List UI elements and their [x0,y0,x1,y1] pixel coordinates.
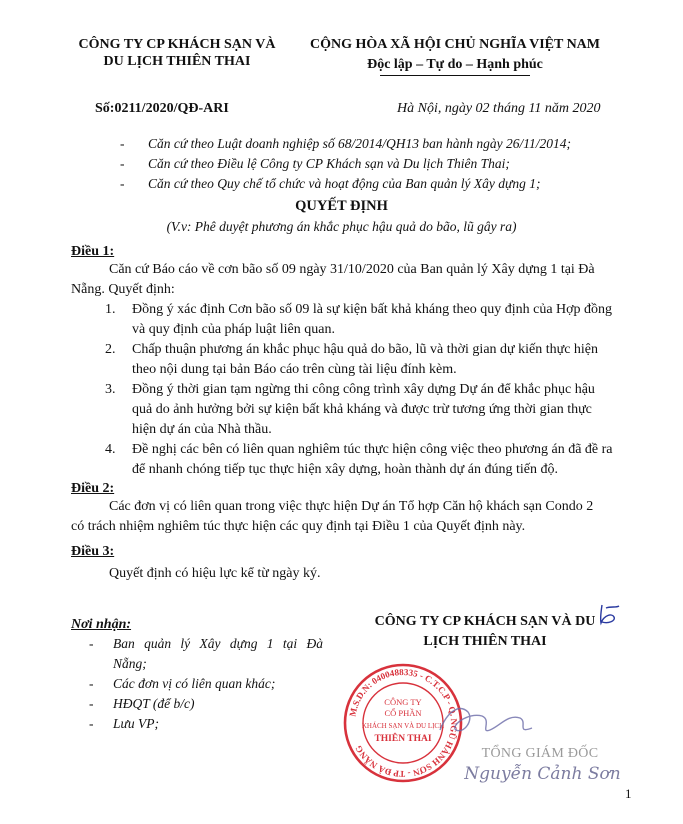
recipient-bullet: - [89,636,94,651]
initial-mark [592,602,622,628]
company-name-header [62,36,292,70]
recipient-line: Nẵng; [113,656,147,671]
basis-bullet: - [120,136,125,151]
list-item-line: Đề nghị các bên có liên quan nghiêm túc thực hiện công việc theo phương án đã đề ra [132,442,613,457]
article-3-heading: Điều 3: [71,544,115,559]
seal-line4: THIÊN THAI [374,734,432,744]
decision-subtitle: (V.v: Phê duyệt phương án khắc phục hậu quả do bão, lũ gây ra) [166,219,517,234]
nation-motto: Độc lập – Tự do – Hạnh phúc [367,57,543,72]
recipient-item [71,674,321,694]
list-item [105,340,621,380]
article-1-intro-line2: Nẵng. Quyết định: [71,282,175,297]
list-item-number: 4. [105,442,116,457]
article-2-line2: có trách nhiệm nghiêm túc thực hiện các quy định tại Điều 1 của Quyết định này. [71,519,526,534]
national-motto [290,36,620,76]
list-item-line: và quy định của pháp luật liên quan. [132,322,335,337]
recipient-bullet: - [89,696,94,711]
article-2-body [71,497,628,537]
company-name-line1: CÔNG TY CP KHÁCH SẠN VÀ [78,37,276,52]
handwritten-signature [420,690,560,750]
list-item-line: quả do ảnh hưởng bởi sự kiện bất khả kháng và được trừ tương ứng thời gian thực [132,402,592,417]
recipient-item [71,694,321,714]
recipient-line: Lưu VP; [113,716,159,731]
list-item-line: Chấp thuận phương án khắc phục hậu quả do bão, lũ và thời gian dự kiến thực hiện [132,342,599,357]
basis-item: Căn cứ theo Điều lệ Công ty CP Khách sạn và Du lịch Thiên Thai; [148,156,510,171]
list-item-number: 3. [105,382,116,397]
signature-company-line1: CÔNG TY CP KHÁCH SẠN VÀ DU [374,614,596,629]
list-item [105,380,621,440]
recipient-bullet: - [89,676,94,691]
list-item-line: Đồng ý xác định Cơn bão số 09 là sự kiện bất khả kháng theo quy định của Hợp đồng [132,302,613,317]
place-and-date: Hà Nội, ngày 02 tháng 11 năm 2020 [397,101,601,116]
recipients-heading: Nơi nhận: [71,617,132,632]
signer-name: Nguyễn Cảnh Sơn [464,764,621,784]
company-name-line2: DU LỊCH THIÊN THAI [103,54,251,69]
recipient-item [71,634,321,674]
basis-bullet: - [120,156,125,171]
seal-ring-text: M.S.D.N: 0400488335 - C.T.C.P - Q. NGŨ HÀNH SƠN - TP ĐÀ NẴNG [347,666,460,780]
recipient-item [71,714,321,734]
signature-company-line2: LỊCH THIÊN THAI [423,634,547,649]
seal-line1: CÔNG TY [384,697,422,707]
document-number: Số:0211/2020/QĐ-ARI [95,101,229,116]
page-number: 1 [625,786,632,801]
article-1-heading: Điều 1: [71,244,115,259]
seal-line2: CỔ PHẦN [384,708,422,718]
basis-bullet: - [120,176,125,191]
signer-position: TỔNG GIÁM ĐỐC [481,746,599,761]
recipient-line: Ban quản lý Xây dựng 1 tại Đà [113,636,323,651]
list-item [105,300,621,340]
article-1-intro [71,260,628,300]
seal-line3: KHÁCH SẠN VÀ DU LỊCH [361,722,445,730]
list-item-line: theo nội dung tại bản Báo cáo trên cùng tài liệu đính kèm. [132,362,457,377]
list-item-number: 1. [105,302,116,317]
recipient-line: Các đơn vị có liên quan khác; [113,676,276,691]
recipient-line: HĐQT (để b/c) [113,696,195,711]
list-item-line: để nhanh chóng tiếp tục thực hiện xây dựng, hoàn thành dự án đúng tiến độ. [132,462,558,477]
article-3-body: Quyết định có hiệu lực kể từ ngày ký. [109,566,321,581]
motto-underline [380,75,530,76]
article-2-heading: Điều 2: [71,481,115,496]
list-item-line: Đồng ý thời gian tạm ngừng thi công công trình xây dựng Dự án để khắc phục hậu [132,382,595,397]
article-2-line1: Các đơn vị có liên quan trong việc thực hiện Dự án Tổ hợp Căn hộ khách sạn Condo 2 [109,499,594,514]
nation-title: CỘNG HÒA XÃ HỘI CHỦ NGHĨA VIỆT NAM [309,37,600,52]
basis-item: Căn cứ theo Quy chế tổ chức và hoạt động của Ban quản lý Xây dựng 1; [148,176,541,191]
recipients-list [71,634,321,734]
list-item [105,440,621,480]
list-item-line: hiện dự án của Nhà thầu. [132,422,272,437]
decision-title: QUYẾT ĐỊNH [295,198,388,214]
recipient-bullet: - [89,716,94,731]
list-item-number: 2. [105,342,116,357]
article-1-intro-line1: Căn cứ Báo cáo về cơn bão số 09 ngày 31/10/2020 của Ban quản lý Xây dựng 1 tại Đà [109,262,595,277]
basis-item: Căn cứ theo Luật doanh nghiệp số 68/2014/QH13 ban hành ngày 26/11/2014; [148,136,571,151]
